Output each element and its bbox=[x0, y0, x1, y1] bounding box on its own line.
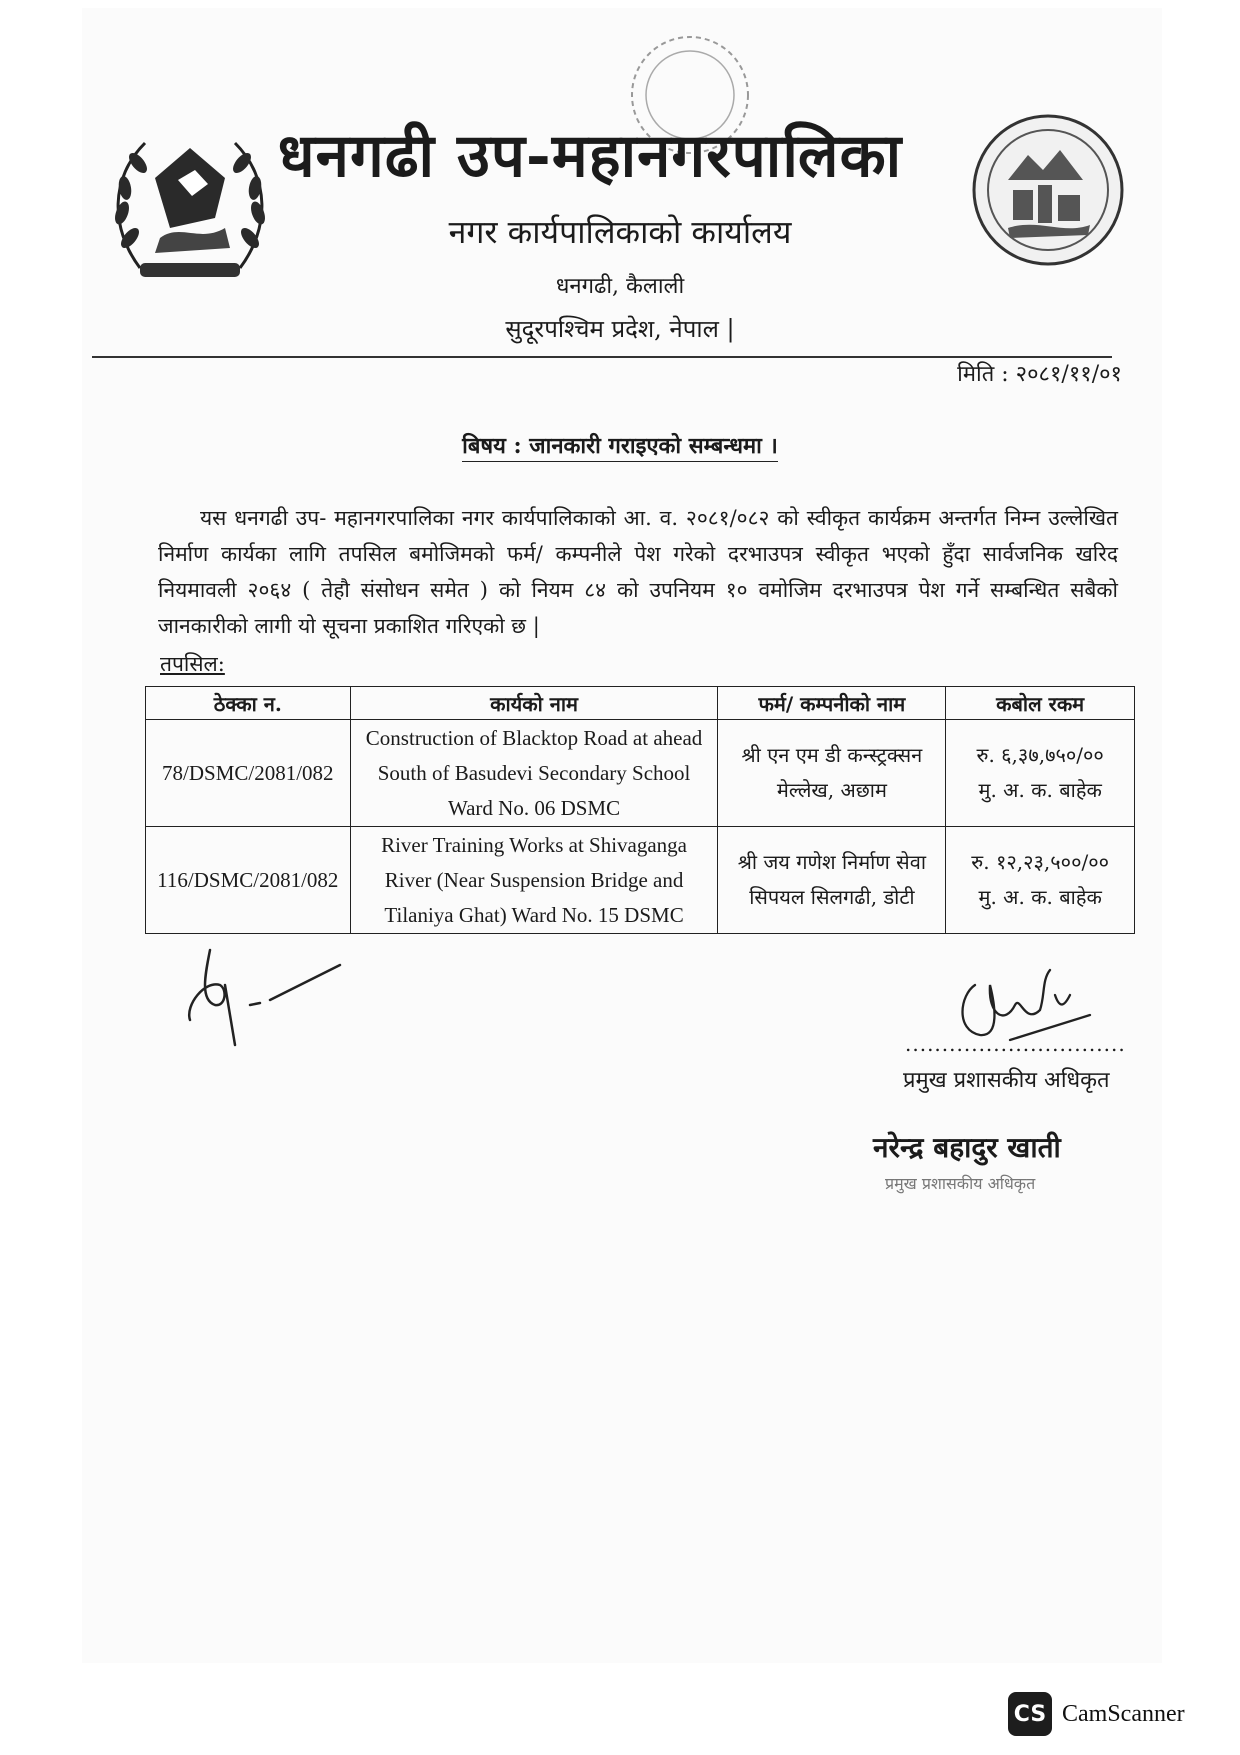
work-name: River Training Works at Shivaganga River (Near Suspension Bridge and Tilaniya Ghat) Ward No. 15 DSMC bbox=[350, 827, 718, 934]
notice-body: यस धनगढी उप- महानगरपालिका नगर कार्यपालिकाको आ. व. २०८१/०८२ को स्वीकृत कार्यक्रम अन्तर्गत निम्न उल्लेखित निर्माण कार्यका लागि तपसिल बमोजिमको फर्म/ कम्पनीले पेश गरेको दरभाउपत्र स्वीकृत भएको हुँदा सार्वजनिक खरिद नियमावली २०६४ ( तेहौ संसोधन समेत ) को नियम ८४ को उपनियम १० वमोजिम दरभाउपत्र पेश गर्ने सम्बन्धित सबैको जानकारीको लागी यो सूचना प्रकाशित गरिएको छ | bbox=[158, 506, 1118, 638]
bid-amount: रु. १२,२३,५००/०० bbox=[971, 850, 1110, 874]
signature-line: .............................. bbox=[905, 1032, 1126, 1056]
tapasil-label: तपसिल: bbox=[160, 652, 225, 676]
contract-number: 116/DSMC/2081/082 bbox=[146, 827, 351, 934]
header-amount: कबोल रकम bbox=[946, 687, 1135, 720]
contract-table bbox=[145, 686, 1135, 934]
bid-amount: रु. ६,३७,७५०/०० bbox=[976, 743, 1104, 767]
firm-address: मेल्लेख, अछाम bbox=[776, 778, 887, 802]
table-row bbox=[146, 720, 1135, 827]
office-location: धनगढी, कैलाली bbox=[555, 274, 685, 299]
municipality-title: धनगढी उप-महानगरपालिका bbox=[277, 121, 903, 191]
firm-address: सिपयल सिलगढी, डोटी bbox=[749, 885, 915, 909]
camscanner-logo-icon: CS bbox=[1008, 1692, 1052, 1736]
firm-name: श्री एन एम डी कन्स्ट्रक्सन bbox=[741, 743, 923, 767]
header-firm-name: फर्म/ कम्पनीको नाम bbox=[718, 687, 946, 720]
vat-note: मु. अ. क. बाहेक bbox=[978, 885, 1102, 909]
office-name: नगर कार्यपालिकाको कार्यालय bbox=[448, 213, 792, 251]
province-name: सुदूरपश्चिम प्रदेश, नेपाल | bbox=[505, 315, 735, 343]
subject-line bbox=[0, 430, 1240, 460]
header-work-name: कार्यको नाम bbox=[350, 687, 718, 720]
document-date: मिति : २०८१/११/०१ bbox=[957, 362, 1122, 387]
signatory-title: प्रमुख प्रशासकीय अधिकृत bbox=[903, 1068, 1110, 1093]
signatory-stamp-title: प्रमुख प्रशासकीय अधिकृत bbox=[885, 1174, 1036, 1193]
firm-name: श्री जय गणेश निर्माण सेवा bbox=[737, 850, 926, 874]
camscanner-text: CamScanner bbox=[1062, 1700, 1185, 1727]
amount-cell bbox=[946, 720, 1135, 827]
subject-text: बिषय : जानकारी गराइएको सम्बन्धमा । bbox=[462, 433, 778, 462]
work-name: Construction of Blacktop Road at ahead South of Basudevi Secondary School Ward No. 06 DSMC bbox=[350, 720, 718, 827]
amount-cell bbox=[946, 827, 1135, 934]
firm-cell bbox=[718, 827, 946, 934]
header-contract-no: ठेक्का न. bbox=[146, 687, 351, 720]
table-row bbox=[146, 827, 1135, 934]
vat-note: मु. अ. क. बाहेक bbox=[978, 778, 1102, 802]
camscanner-watermark bbox=[1008, 1692, 1185, 1736]
left-signature-icon bbox=[170, 945, 350, 1055]
firm-cell bbox=[718, 720, 946, 827]
table-header-row bbox=[146, 687, 1135, 720]
contract-number: 78/DSMC/2081/082 bbox=[146, 720, 351, 827]
signatory-name: नरेन्द्र बहादुर खाती bbox=[873, 1131, 1061, 1164]
